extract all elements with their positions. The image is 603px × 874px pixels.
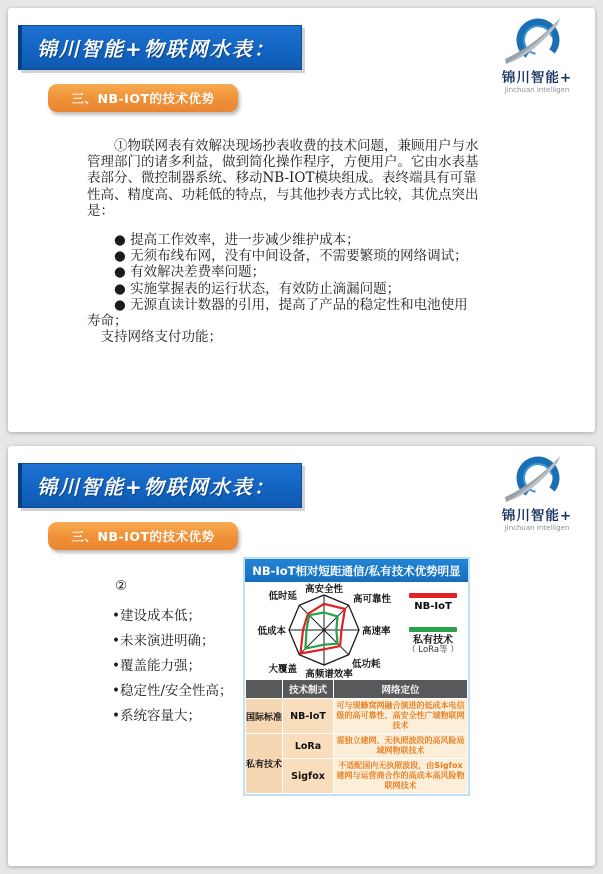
closing-line: 支持网络支付功能； — [100, 329, 222, 346]
tech-comparison-table — [245, 679, 468, 794]
slide-title: 锦川智能+物联网水表： — [37, 475, 276, 499]
logo-company-name: 锦川智能+ — [501, 70, 573, 86]
nbiot-comparison-panel — [243, 557, 470, 796]
bullet-item: ● 实施掌握表的运行状态，有效防止滴漏问题； — [114, 280, 401, 297]
chart-legend — [401, 593, 465, 669]
slide-title: 锦川智能+物联网水表： — [37, 37, 276, 61]
table-row — [246, 699, 468, 734]
table-cell-group: 国际标准 — [246, 699, 283, 734]
slide1-body — [87, 138, 481, 345]
logo-company-subtitle: Jinchuan intelligen — [504, 85, 570, 94]
table-cell-group: 私有技术 — [246, 734, 283, 794]
table-cell-tech: LoRa — [283, 734, 334, 759]
logo-company-name: 锦川智能+ — [501, 508, 573, 524]
table-header-row — [246, 680, 468, 699]
benefit-bullet-list — [112, 604, 233, 729]
svg-text:高可靠性: 高可靠性 — [353, 594, 392, 605]
slide-title-banner — [18, 25, 302, 70]
svg-text:大覆盖: 大覆盖 — [268, 664, 297, 675]
bullet-item: ● 无须布线布网，没有中间设备，不需要繁琐的网络调试； — [114, 248, 468, 265]
advantage-bullet-list — [87, 232, 481, 329]
svg-text:低时延: 低时延 — [268, 591, 297, 602]
legend-color-bar — [409, 593, 457, 598]
section-badge-label: 三、NB-IOT的技术优势 — [71, 91, 215, 106]
table-cell-positioning: 可与现蜂窝网融合演进的低成本电信级的高可靠性、高安全性广域物联网技术 — [334, 699, 468, 734]
legend-color-bar — [409, 627, 457, 632]
svg-text:高安全性: 高安全性 — [304, 584, 344, 595]
radar-chart-area — [245, 582, 468, 679]
company-logo — [484, 452, 590, 532]
bullet-item: ● 有效解决差费率问题； — [114, 264, 266, 281]
section-badge-label: 三、NB-IOT的技术优势 — [71, 529, 215, 544]
slide-title-banner — [18, 463, 302, 508]
bullet-item: ● 提高工作效率，进一步减少维护成本； — [114, 231, 360, 248]
legend-sublabel: （ LoRa等 ） — [407, 645, 459, 655]
legend-label: 私有技术 — [413, 634, 453, 646]
bullet-item: •覆盖能力强； — [112, 658, 201, 674]
jinchuan-logo-icon — [484, 14, 590, 70]
slide-1 — [8, 8, 595, 432]
section-badge — [48, 84, 238, 112]
jinchuan-logo-icon — [484, 452, 590, 508]
svg-text:低功耗: 低功耗 — [352, 659, 381, 670]
list-marker: ② — [115, 578, 128, 594]
svg-text:高速率: 高速率 — [362, 626, 391, 637]
table-row — [246, 734, 468, 759]
svg-text:低成本: 低成本 — [257, 626, 286, 637]
legend-label: NB-IoT — [414, 601, 452, 612]
table-cell-positioning: 需独立建网、无执照波段的高风险局域网物联技术 — [334, 734, 468, 759]
bullet-item: ● 无源直读计数器的引用，提高了产品的稳定性和电池使用寿命； — [87, 296, 468, 329]
table-header-cell: 网络定位 — [334, 680, 468, 699]
table-header-cell: 技术制式 — [283, 680, 334, 699]
intro-paragraph: ①物联网表有效解决现场抄表收费的技术问题，兼顾用户与水管理部门的诸多利益，做到简化操作程序，方便用户。它由水表基表部分、微控制器系统、移动NB-IOT模块组成。表终端具有可靠性高、精度高、功耗低的特点，与其他抄表方式比较，其优点突出是： — [87, 138, 479, 219]
company-logo — [484, 14, 590, 94]
table-cell-positioning: 不适配国内无执照波段，由Sigfox建网与运营商合作的高成本高风险物联网技术 — [334, 759, 468, 794]
table-cell-tech: Sigfox — [283, 759, 334, 794]
bullet-item: •系统容量大； — [112, 708, 201, 724]
legend-entry — [401, 627, 465, 656]
bullet-item: •建设成本低； — [112, 608, 201, 624]
section-badge — [48, 522, 238, 550]
bullet-item: •未来演进明确； — [112, 633, 215, 649]
table-cell-tech: NB-IoT — [283, 699, 334, 734]
radar-chart — [245, 582, 409, 679]
svg-text:高频谱效率: 高频谱效率 — [305, 669, 353, 679]
bullet-item: •稳定性/安全性高； — [112, 683, 233, 699]
panel-title: NB-IoT相对短距通信/私有技术优势明显 — [245, 559, 468, 582]
logo-company-subtitle: Jinchuan intelligen — [504, 523, 570, 532]
slide-2 — [8, 446, 595, 866]
table-header-cell — [246, 680, 283, 699]
legend-entry — [401, 593, 465, 613]
